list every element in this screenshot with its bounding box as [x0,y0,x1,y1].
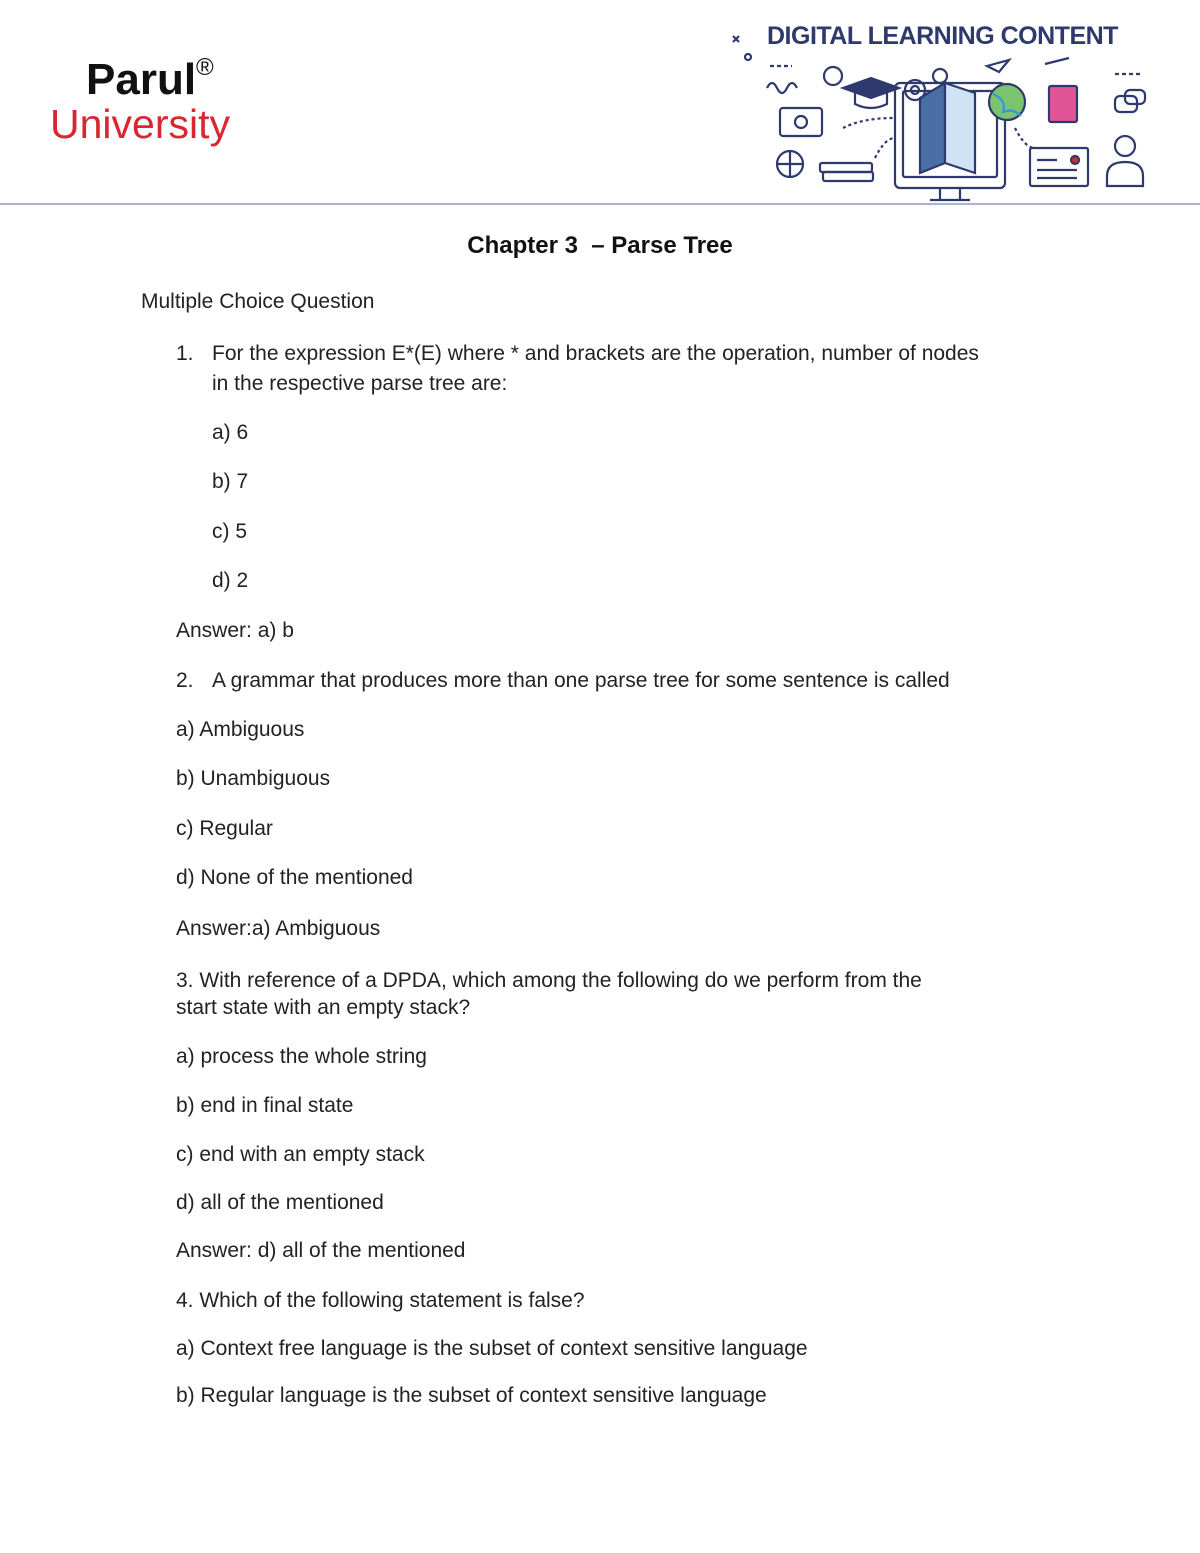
question-3-text: 3. With reference of a DPDA, which among the following do we perform from the [176,969,922,992]
question-3-text-cont: start state with an empty stack? [176,996,471,1019]
question-2-number: 2. [176,669,194,692]
question-1-option-a: a) 6 [212,421,249,444]
header-divider [0,203,1200,205]
question-2-option-d: d) None of the mentioned [176,866,413,889]
question-3-answer: Answer: d) all of the mentioned [176,1239,466,1262]
question-3-option-d: d) all of the mentioned [176,1191,384,1214]
question-4-text: 4. Which of the following statement is false? [176,1289,585,1312]
question-2-option-b: b) Unambiguous [176,767,331,790]
grade-badge-icon [824,67,842,85]
chapter-title: Chapter 3 – Parse Tree [467,232,733,259]
question-2-answer: Answer:a) Ambiguous [176,917,381,940]
books-icon [820,163,872,172]
question-3-option-b: b) end in final state [176,1094,354,1117]
question-1-option-b: b) 7 [212,470,249,493]
question-2-option-c: c) Regular [176,817,273,840]
question-1-option-c: c) 5 [212,520,248,543]
parul-logo [86,54,214,104]
question-4-option-b: b) Regular language is the subset of context sensitive language [176,1384,767,1407]
wave-decoration-icon [767,83,797,93]
support-agent-icon [1115,136,1135,156]
question-1-text: For the expression E*(E) where * and brackets are the operation, number of nodes [212,342,979,365]
gear-icon [933,69,947,83]
question-1-number: 1. [176,342,194,365]
notebook-icon [1049,86,1077,122]
certificate-icon [1030,148,1088,186]
question-1-option-d: d) 2 [212,569,249,592]
question-3-option-c: c) end with an empty stack [176,1143,425,1166]
university-label: University [50,101,230,147]
digital-learning-title: DIGITAL LEARNING CONTENT [767,22,1118,50]
tablet-icon [780,108,822,136]
page-header [0,0,1200,205]
question-4-option-a: a) Context free language is the subset of context sensitive language [176,1337,808,1360]
circle-decoration-icon [745,54,751,60]
question-3-option-a: a) process the whole string [176,1045,427,1068]
cross-decoration-icon [733,36,739,42]
section-heading: Multiple Choice Question [141,290,375,313]
paper-plane-icon [987,60,1009,72]
question-1-text-cont: in the respective parse tree are: [212,372,508,395]
pen-icon [1045,58,1069,64]
question-2-option-a: a) Ambiguous [176,718,305,741]
logo-name: Parul [86,55,197,104]
graduation-cap-icon [843,78,899,98]
digital-learning-illustration [725,28,1155,208]
question-2-text: A grammar that produces more than one parse tree for some sentence is called [212,669,950,692]
registered-mark: ® [196,54,214,81]
question-1-answer: Answer: a) b [176,619,294,642]
